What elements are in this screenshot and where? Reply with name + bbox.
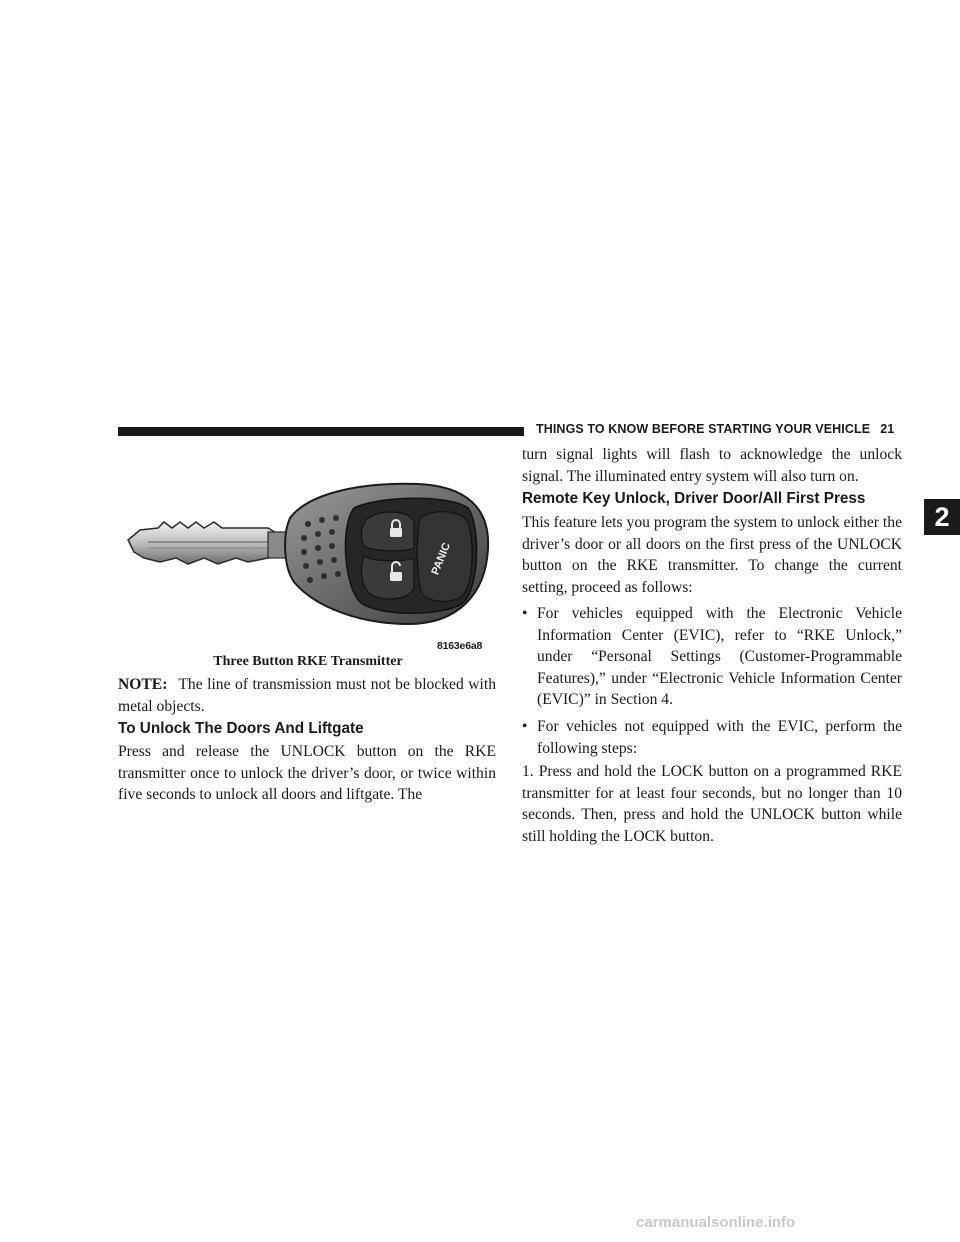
header-rule — [118, 427, 524, 436]
lock-button — [361, 512, 414, 551]
running-header — [536, 422, 916, 436]
figure-caption: Three Button RKE Transmitter — [213, 654, 403, 669]
key-fob-illustration — [118, 478, 498, 638]
intro-paragraph: This feature lets you program the system to unlock either the driver’s door or all doors on the first press of the UNLOCK button on the RKE transmitter. To change the current setting, proceed as follows: — [522, 514, 902, 596]
heading-remote-key-unlock: Remote Key Unlock, Driver Door/All First Press — [522, 490, 866, 507]
section-tab — [924, 499, 960, 535]
rke-transmitter-figure — [118, 478, 498, 663]
bullet-dot: • — [522, 605, 528, 622]
bullet-text: For vehicles not equipped with the EVIC, perform the following steps: — [537, 718, 902, 757]
section-tab-number: 2 — [934, 502, 950, 532]
step-1-paragraph: 1. Press and hold the LOCK button on a programmed RKE transmitter for at least four seconds, but no longer than 10 seconds. Then, press and hold the UNLOCK button while still holding the LOCK button. — [522, 763, 902, 845]
note-text: The line of transmission must not be blocked with metal objects. — [118, 676, 496, 715]
continuation-paragraph: turn signal lights will flash to acknowledge the unlock signal. The illuminated entry system will also turn on. — [522, 446, 902, 485]
figure-code: 8163e6a8 — [437, 640, 483, 652]
key-blade — [128, 522, 290, 564]
note-paragraph — [118, 674, 496, 717]
unlock-paragraph: Press and release the UNLOCK button on the RKE transmitter once to unlock the driver’s door, or twice within five seconds to unlock all doors and liftgate. The — [118, 743, 496, 804]
header-title: THINGS TO KNOW BEFORE STARTING YOUR VEHICLE — [536, 422, 871, 436]
bullet-dot: • — [522, 718, 528, 735]
heading-unlock-doors: To Unlock The Doors And Liftgate — [118, 720, 364, 737]
unlock-button — [361, 556, 414, 599]
watermark: carmanualsonline.info — [636, 1214, 796, 1231]
panic-label: PANIC — [429, 541, 454, 577]
note-label: NOTE: — [118, 676, 168, 693]
page-number: 21 — [880, 422, 895, 436]
bullet-text: For vehicles equipped with the Electronic Vehicle Information Center (EVIC), refer to “RKE Unlock,” under “Personal Settings (Customer-Programmable Features),” under “Electronic Vehicle Information Center (EVIC)” in Section 4. — [537, 605, 902, 709]
